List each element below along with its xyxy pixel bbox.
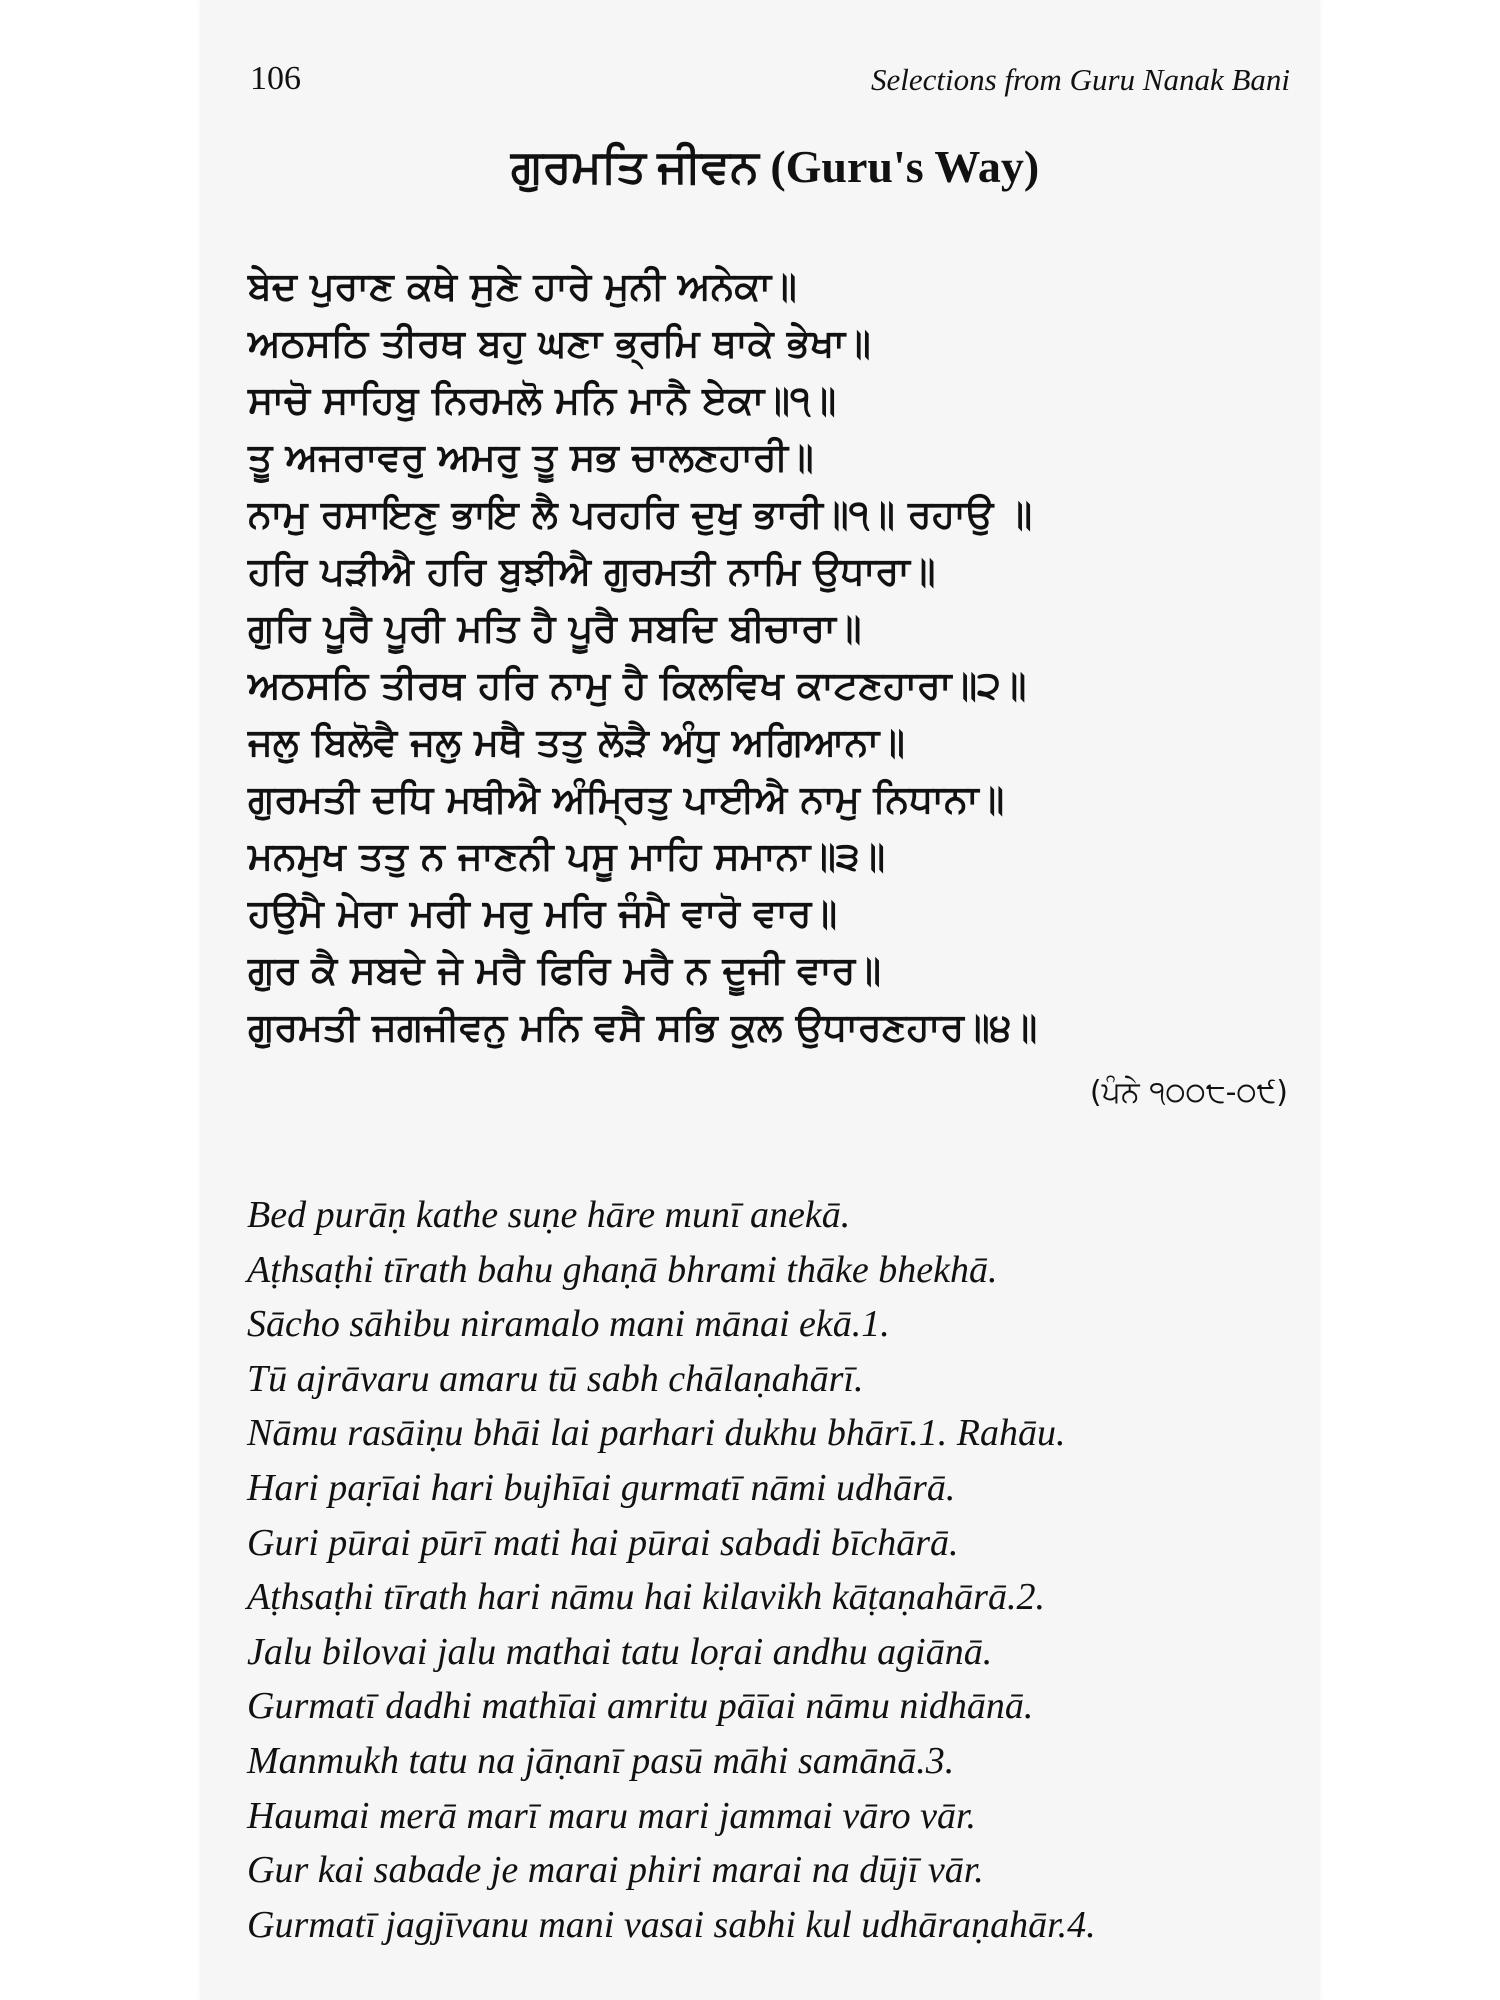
running-title: Selections from Guru Nanak Bani bbox=[870, 62, 1290, 97]
transliteration-line: Guri pūrai pūrī mati hai pūrai sabadi bīchārā. bbox=[247, 1521, 959, 1564]
transliteration-line: Aṭhsaṭhi tīrath bahu ghaṇā bhrami thāke bhekhā. bbox=[247, 1248, 998, 1291]
gurmukhi-line: ਨਾਮੁ ਰਸਾਇਣੁ ਭਾਇ ਲੈ ਪਰਹਰਿ ਦੁਖੁ ਭਾਰੀ॥੧॥ ਰਹਾਉ ॥ bbox=[248, 492, 1033, 536]
gurmukhi-verse bbox=[248, 258, 1308, 1056]
page-citation: (ਪੰਨੇ ੧੦੦੮-੦੯) bbox=[1089, 1075, 1288, 1110]
transliteration-line: Tū ajrāvaru amaru tū sabh chālaṇahārī. bbox=[247, 1357, 864, 1400]
gurmukhi-line: ਗੁਰਮਤੀ ਜਗਜੀਵਨੁ ਮਨਿ ਵਸੈ ਸਭਿ ਕੁਲ ਉਧਾਰਣਹਾਰ॥੪॥ bbox=[248, 1005, 1038, 1049]
transliteration-line: Jalu bilovai jalu mathai tatu loṛai andhu agiānā. bbox=[247, 1630, 993, 1673]
gurmukhi-line: ਗੁਰਮਤੀ ਦਧਿ ਮਥੀਐ ਅੰਮ੍ਰਿਤੁ ਪਾਈਐ ਨਾਮੁ ਨਿਧਾਨਾ॥ bbox=[248, 777, 1005, 821]
transliteration-line: Gur kai sabade je marai phiri marai na dūjī vār. bbox=[247, 1849, 984, 1892]
transliteration-line: Gurmatī jagjīvanu mani vasai sabhi kul udhāraṇahār.4. bbox=[247, 1903, 1096, 1946]
gurmukhi-line: ਜਲੁ ਬਿਲੋਵੈ ਜਲੁ ਮਥੈ ਤਤੁ ਲੋੜੈ ਅੰਧੁ ਅਗਿਆਨਾ॥ bbox=[248, 720, 905, 764]
transliteration-line: Aṭhsaṭhi tīrath hari nāmu hai kilavikh kāṭaṇahārā.2. bbox=[247, 1576, 1045, 1619]
transliteration-line: Haumai merā marī maru mari jammai vāro vār. bbox=[247, 1794, 977, 1837]
gurmukhi-line: ਤੂ ਅਜਰਾਵਰੁ ਅਮਰੁ ਤੂ ਸਭ ਚਾਲਣਹਾਰੀ॥ bbox=[248, 435, 814, 479]
transliteration-line: Hari paṛīai hari bujhīai gurmatī nāmi udhārā. bbox=[247, 1466, 956, 1509]
section-heading: ਗੁਰਮਤਿ ਜੀਵਨ (Guru's Way) bbox=[510, 141, 1040, 192]
transliteration-verse bbox=[247, 1188, 1307, 1952]
gurmukhi-line: ਮਨਮੁਖ ਤਤੁ ਨ ਜਾਣਨੀ ਪਸੂ ਮਾਹਿ ਸਮਾਨਾ॥੩॥ bbox=[248, 834, 886, 878]
gurmukhi-line: ਹਉਮੈ ਮੇਰਾ ਮਰੀ ਮਰੁ ਮਰਿ ਜੰਮੈ ਵਾਰੋ ਵਾਰ॥ bbox=[248, 891, 838, 935]
gurmukhi-line: ਬੇਦ ਪੁਰਾਣ ਕਥੇ ਸੁਣੇ ਹਾਰੇ ਮੁਨੀ ਅਨੇਕਾ॥ bbox=[248, 264, 797, 308]
transliteration-line: Nāmu rasāiṇu bhāi lai parhari dukhu bhārī.1. Rahāu. bbox=[247, 1412, 1066, 1455]
transliteration-line: Bed purāṇ kathe suṇe hāre munī anekā. bbox=[247, 1194, 851, 1236]
gurmukhi-line: ਅਠਸਠਿ ਤੀਰਥ ਬਹੁ ਘਣਾ ਭ੍ਰਮਿ ਥਾਕੇ ਭੇਖਾ॥ bbox=[248, 321, 871, 365]
transliteration-line: Sācho sāhibu niramalo mani mānai ekā.1. bbox=[247, 1303, 890, 1346]
gurmukhi-line: ਸਾਚੋ ਸਾਹਿਬੁ ਨਿਰਮਲੋ ਮਨਿ ਮਾਨੈ ਏਕਾ॥੧॥ bbox=[248, 378, 837, 422]
transliteration-line: Manmukh tatu na jāṇanī pasū māhi samānā.3. bbox=[247, 1739, 955, 1782]
page-number: 106 bbox=[250, 60, 301, 97]
transliteration-line: Gurmatī dadhi mathīai amritu pāīai nāmu nidhānā. bbox=[247, 1685, 1034, 1728]
gurmukhi-line: ਗੁਰਿ ਪੂਰੈ ਪੂਰੀ ਮਤਿ ਹੈ ਪੂਰੈ ਸਬਦਿ ਬੀਚਾਰਾ॥ bbox=[248, 606, 862, 650]
gurmukhi-line: ਅਠਸਠਿ ਤੀਰਥ ਹਰਿ ਨਾਮੁ ਹੈ ਕਿਲਵਿਖ ਕਾਟਣਹਾਰਾ॥੨॥ bbox=[248, 663, 1027, 707]
gurmukhi-line: ਗੁਰ ਕੈ ਸਬਦੇ ਜੇ ਮਰੈ ਫਿਰਿ ਮਰੈ ਨ ਦੂਜੀ ਵਾਰ॥ bbox=[248, 948, 881, 992]
gurmukhi-line: ਹਰਿ ਪੜੀਐ ਹਰਿ ਬੁਝੀਐ ਗੁਰਮਤੀ ਨਾਮਿ ਉਧਾਰਾ॥ bbox=[248, 549, 936, 593]
